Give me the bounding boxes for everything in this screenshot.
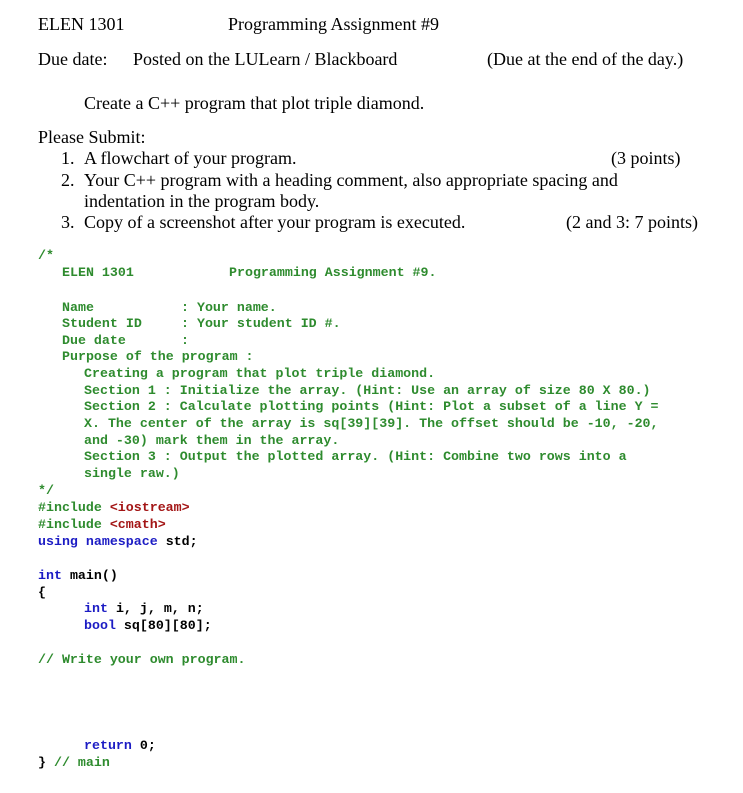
submit-item-3-num: 3. (61, 212, 75, 232)
comment-close: */ (38, 483, 54, 498)
comment-purpose-line-2: Section 1 : Initialize the array. (Hint: Use an array of size 80 X 80.) (84, 383, 651, 398)
include-library: <cmath> (109, 517, 166, 532)
comment-purpose-line-1: Creating a program that plot triple diamond. (84, 366, 436, 381)
return-keyword: return (84, 738, 132, 753)
assignment-title: Programming Assignment #9 (228, 14, 439, 34)
due-date-note: (Due at the end of the day.) (487, 49, 684, 69)
task-description: Create a C++ program that plot triple diamond. (84, 93, 425, 113)
comment-purpose-line-6: Section 3 : Output the plotted array. (Hint: Combine two rows into a (84, 449, 627, 464)
submit-item-3-text: Copy of a screenshot after your program is executed. (84, 212, 466, 232)
comment-due-label: Due date (62, 333, 126, 348)
comment-sid-label: Student ID (62, 316, 142, 331)
include-keyword: #include (38, 517, 102, 532)
due-date-label: Due date: (38, 49, 108, 69)
return-value: 0; (139, 738, 156, 753)
comment-due-value: : (181, 333, 189, 348)
namespace-std: std; (165, 534, 198, 549)
comment-purpose-line-7: single raw.) (84, 466, 180, 481)
include-library: <iostream> (109, 500, 190, 515)
submit-item-2-text-cont: indentation in the program body. (84, 191, 320, 211)
comment-sid-value: : Your student ID #. (181, 316, 341, 331)
declaration-int (84, 601, 204, 616)
comment-purpose-line-4: X. The center of the array is sq[39][39]. The offset should be -10, -20, (84, 416, 659, 431)
comment-purpose: Purpose of the program : (62, 349, 254, 364)
write-program-comment: // Write your own program. (38, 652, 246, 667)
include-iostream (38, 500, 190, 515)
using-keyword: using namespace (38, 534, 158, 549)
comment-open: /* (38, 248, 54, 263)
submit-heading: Please Submit: (38, 127, 146, 147)
type-keyword: int (84, 601, 108, 616)
comment-purpose-line-5: and -30) mark them in the array. (84, 433, 340, 448)
submit-item-3-points: (2 and 3: 7 points) (566, 212, 698, 232)
main-name: main() (69, 568, 118, 583)
return-statement (84, 738, 156, 753)
submit-item-1-text: A flowchart of your program. (84, 148, 297, 168)
comment-title: Programming Assignment #9. (229, 265, 437, 280)
comment-name-value: : Your name. (181, 300, 277, 315)
submit-item-1-points: (3 points) (611, 148, 681, 168)
main-brace-close (38, 755, 110, 770)
main-brace-open: { (38, 585, 46, 600)
submit-item-2-num: 2. (61, 170, 75, 190)
declaration-vars: i, j, m, n; (115, 601, 204, 616)
course-code: ELEN 1301 (38, 14, 125, 34)
comment-name-label: Name (62, 300, 94, 315)
closing-brace: } (38, 755, 46, 770)
submit-item-1-num: 1. (61, 148, 75, 168)
comment-course: ELEN 1301 (62, 265, 134, 280)
due-date-text: Posted on the LULearn / Blackboard (133, 49, 398, 69)
main-end-comment: // main (53, 755, 110, 770)
using-namespace-line (38, 534, 198, 549)
type-keyword: bool (84, 618, 116, 633)
include-cmath (38, 517, 166, 532)
declaration-bool (84, 618, 212, 633)
comment-purpose-line-3: Section 2 : Calculate plotting points (Hint: Plot a subset of a line Y = (84, 399, 659, 414)
declaration-array: sq[80][80]; (123, 618, 212, 633)
submit-item-2-text: Your C++ program with a heading comment, also appropriate spacing and (84, 170, 618, 190)
main-signature (38, 568, 118, 583)
main-return-type: int (38, 568, 62, 583)
include-keyword: #include (38, 500, 102, 515)
